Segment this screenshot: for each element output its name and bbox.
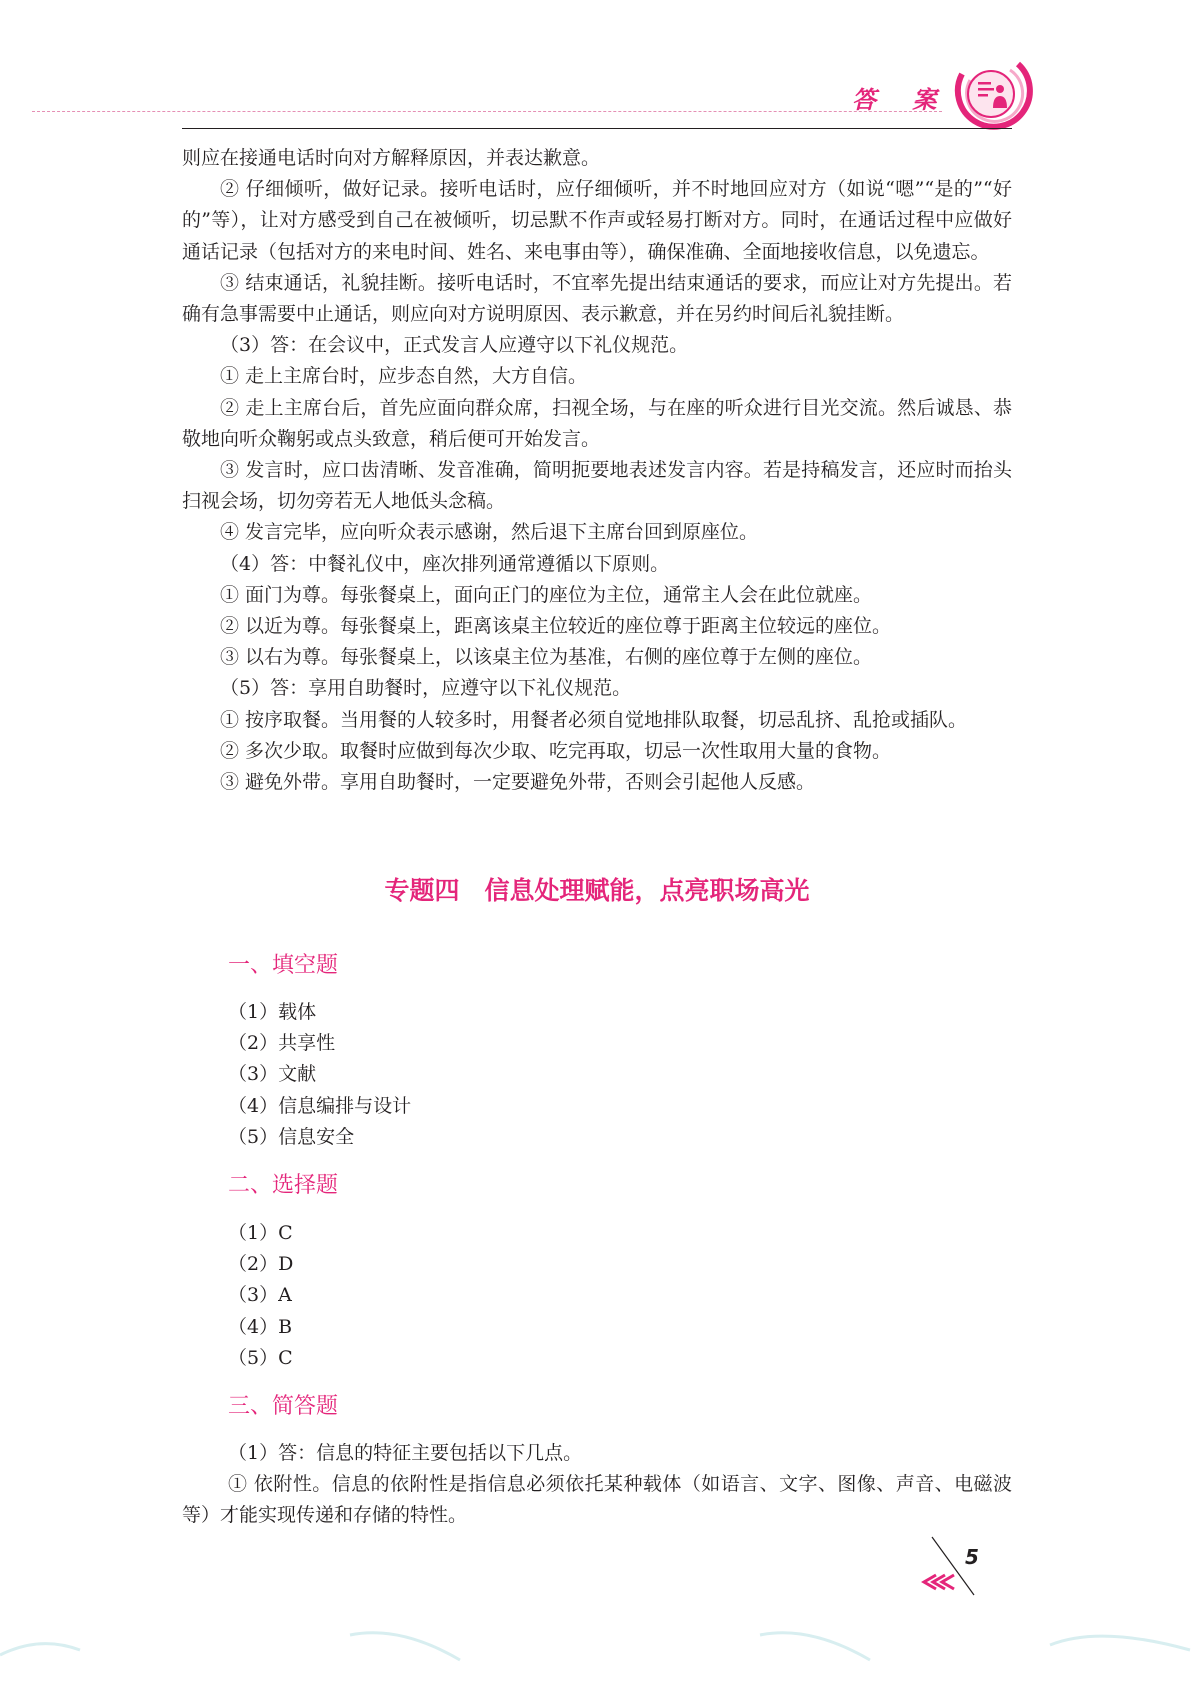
paragraph: ① 面门为尊。每张餐桌上，面向正门的座位为主位，通常主人会在此位就座。	[220, 583, 873, 606]
section-heading-fill-blank: 一、填空题	[228, 953, 339, 978]
paragraph: ② 以近为尊。每张餐桌上，距离该桌主位较近的座位尊于距离主位较远的座位。	[220, 615, 892, 638]
answer-item: （1）载体	[228, 1001, 317, 1023]
chapter-title: 专题四 信息处理赋能，点亮职场高光	[384, 876, 810, 905]
watermark-logo	[1040, 1615, 1191, 1675]
paragraph: ③ 结束通话，礼貌挂断。接听电话时，不宜率先提出结束通话的要求，而应让对方先提出。若确有急事需要中止通话，则应向对方说明原因、表示歉意，并在另约时间后礼貌挂断。	[182, 271, 1012, 326]
section-heading-short-answer: 三、简答题	[228, 1394, 339, 1419]
watermark-logo	[0, 1615, 160, 1675]
fill-blank-answers	[228, 997, 1008, 1153]
paragraph: ② 多次少取。取餐时应做到每次少取、吃完再取，切忌一次性取用大量的食物。	[220, 739, 892, 762]
answer-item: （3）A	[228, 1284, 292, 1307]
paragraph: ② 走上主席台后，首先应面向群众席，扫视全场，与在座的听众进行目光交流。然后诚恳、恭敬地向听众鞠躬或点头致意，稍后便可开始发言。	[182, 396, 1012, 450]
header-dashed-line	[32, 111, 942, 112]
paragraph: ③ 以右为尊。每张餐桌上，以该桌主位为基准，右侧的座位尊于左侧的座位。	[220, 646, 873, 669]
answer-body	[182, 143, 1012, 798]
paragraph: ③ 发言时，应口齿清晰、发音准确，简明扼要地表述发言内容。若是持稿发言，还应时而抬头扫视会场，切勿旁若无人地低头念稿。	[182, 459, 1012, 513]
paragraph: ① 走上主席台时，应步态自然，大方自信。	[220, 365, 588, 388]
answer-item: （5）信息安全	[228, 1125, 355, 1148]
section-heading-choice: 二、选择题	[228, 1173, 339, 1198]
paragraph: 则应在接通电话时向对方解释原因，并表达歉意。	[182, 147, 601, 169]
choice-answers	[228, 1218, 1008, 1374]
paragraph: ④ 发言完毕，应向听众表示感谢，然后退下主席台回到原座位。	[220, 521, 759, 544]
paragraph: （1）答：信息的特征主要包括以下几点。	[228, 1442, 583, 1464]
paragraph: （4）答：中餐礼仪中，座次排列通常遵循以下原则。	[220, 552, 670, 575]
answer-item: （2）共享性	[228, 1032, 336, 1055]
page-number: 5	[965, 1545, 979, 1569]
paragraph: ③ 避免外带。享用自助餐时，一定要避免外带，否则会引起他人反感。	[220, 771, 816, 794]
answer-item: （4）信息编排与设计	[228, 1094, 412, 1117]
answer-item: （5）C	[228, 1346, 293, 1369]
watermark-logo	[340, 1615, 500, 1675]
paragraph: ② 仔细倾听，做好记录。接听电话时，应仔细倾听，并不时地回应对方（如说“嗯”“是的”“好的”等），让对方感受到自己在被倾听，切忌默不作声或轻易打断对方。同时，在通话过程中应做好通话记录（包括对方的来电时间、姓名、来电事由等），确保准确、全面地接收信息，以免遗忘。	[182, 178, 1012, 263]
paragraph: （5）答：享用自助餐时，应遵守以下礼仪规范。	[220, 677, 632, 700]
answer-item: （3）文献	[228, 1063, 317, 1086]
paragraph: （3）答：在会议中，正式发言人应遵守以下礼仪规范。	[220, 334, 689, 357]
short-answer-body	[182, 1438, 1012, 1532]
document-person-icon	[948, 52, 1034, 130]
answer-item: （4）B	[228, 1315, 293, 1338]
paragraph: ① 按序取餐。当用餐的人较多时，用餐者必须自觉地排队取餐，切忌乱挤、乱抢或插队。	[220, 708, 968, 731]
header-title: 答 案	[852, 86, 951, 114]
answer-item: （1）C	[228, 1222, 293, 1244]
paragraph: ① 依附性。信息的依附性是指信息必须依托某种载体（如语言、文字、图像、声音、电磁波等）才能实现传递和存储的特性。	[182, 1473, 1012, 1527]
watermark-logo	[750, 1615, 910, 1675]
answer-item: （2）D	[228, 1253, 294, 1276]
header-rule	[182, 128, 1012, 129]
